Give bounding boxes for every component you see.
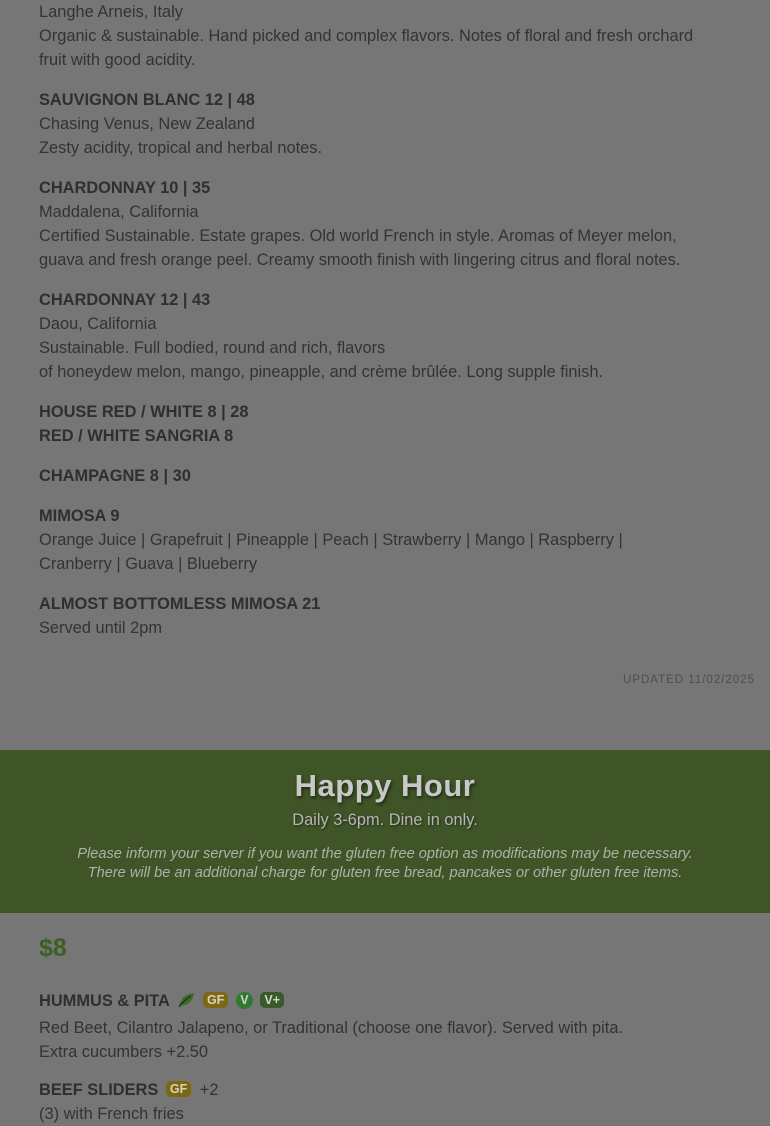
sangria-title: RED / WHITE SANGRIA 8 <box>39 427 234 445</box>
wine-item-champagne <box>39 464 730 488</box>
food-title: HUMMUS & PITA <box>39 992 170 1010</box>
food-description: Red Beet, Cilantro Jalapeno, or Traditional (choose one flavor). Served with pita. <box>39 1019 624 1037</box>
gluten-free-badge: GF <box>166 1081 191 1097</box>
wine-item-bottomless-mimosa <box>39 592 730 640</box>
happy-hour-title: Happy Hour <box>294 768 476 803</box>
wine-item-arneis <box>39 0 730 72</box>
wine-description: guava and fresh orange peel. Creamy smooth finish with lingering citrus and floral notes. <box>39 251 681 269</box>
wine-origin: Chasing Venus, New Zealand <box>39 115 255 133</box>
wine-description: Zesty acidity, tropical and herbal notes. <box>39 139 323 157</box>
wine-item-mimosa <box>39 504 730 576</box>
upcharge: +2 <box>199 1081 219 1099</box>
wine-item-sauvignon-blanc <box>39 88 730 160</box>
wine-title: CHARDONNAY 12 | 43 <box>39 291 211 309</box>
leaf-icon <box>177 991 195 1015</box>
wine-title: HOUSE RED / WHITE 8 | 28 <box>39 403 249 421</box>
wine-description: fruit with good acidity. <box>39 51 196 69</box>
wine-origin: Langhe Arneis, Italy <box>39 3 183 21</box>
wine-item-chardonnay-daou <box>39 288 730 384</box>
mimosa-flavors: Cranberry | Guava | Blueberry <box>39 555 258 573</box>
happy-hour-banner <box>0 750 770 913</box>
wine-item-chardonnay-maddalena <box>39 176 730 272</box>
wine-description: Organic & sustainable. Hand picked and complex flavors. Notes of floral and fresh orchard <box>39 27 694 45</box>
wine-origin: Maddalena, California <box>39 203 199 221</box>
wine-origin: Daou, California <box>39 315 157 333</box>
food-item-hummus-pita <box>39 989 730 1064</box>
gluten-free-note-line: Please inform your server if you want the gluten free option as modifications may be necessary. <box>77 846 693 862</box>
food-title: BEEF SLIDERS <box>39 1081 159 1099</box>
food-description: (3) with French fries <box>39 1105 184 1123</box>
wine-item-house-red-white <box>39 400 730 448</box>
wine-title: ALMOST BOTTOMLESS MIMOSA 21 <box>39 595 321 613</box>
updated-date: UPDATED 11/02/2025 <box>623 674 755 686</box>
wine-description: Certified Sustainable. Estate grapes. Old world French in style. Aromas of Meyer melon, <box>39 227 677 245</box>
wine-title: CHARDONNAY 10 | 35 <box>39 179 211 197</box>
wine-title: MIMOSA 9 <box>39 507 120 525</box>
vegan-badge: V+ <box>260 992 284 1008</box>
wine-description: of honeydew melon, mango, pineapple, and crème brûlée. Long supple finish. <box>39 363 604 381</box>
wine-note: Served until 2pm <box>39 619 162 637</box>
vegetarian-badge: V <box>236 992 253 1009</box>
wine-description: Sustainable. Full bodied, round and rich, flavors <box>39 339 386 357</box>
food-item-beef-sliders <box>39 1078 730 1126</box>
price-heading: $8 <box>39 934 67 962</box>
gluten-free-note-line: There will be an additional charge for gluten free bread, pancakes or other gluten free items. <box>87 865 683 881</box>
gluten-free-badge: GF <box>203 992 228 1008</box>
wine-title: CHAMPAGNE 8 | 30 <box>39 467 191 485</box>
happy-hour-subtitle: Daily 3-6pm. Dine in only. <box>292 811 478 829</box>
wine-title: SAUVIGNON BLANC 12 | 48 <box>39 91 255 109</box>
gluten-free-note <box>40 845 730 883</box>
mimosa-flavors: Orange Juice | Grapefruit | Pineapple | Peach | Strawberry | Mango | Raspberry | <box>39 531 623 549</box>
food-extra: Extra cucumbers +2.50 <box>39 1043 208 1061</box>
